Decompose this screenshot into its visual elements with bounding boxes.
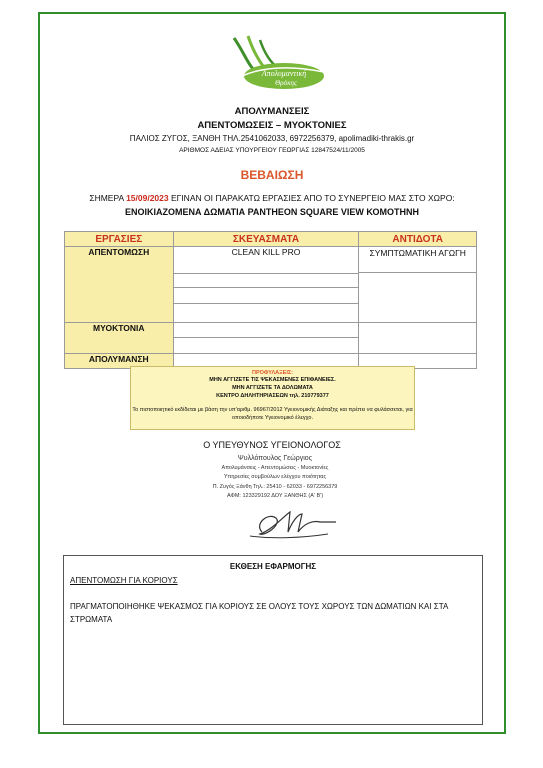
certificate-note: Το πιστοποιητικό εκδίδεται με βάση την υπ'αριθμ. 96967/2012 Υγειονομικής Διάταξης και πρέπει να φυλάσσεται, για οποιοδήποτε Υγειονομικό έλεγχο.	[132, 407, 413, 421]
product-entry	[174, 288, 359, 304]
precaution-line: ΜΗΝ ΑΓΓΙΖΕΤΕ ΤΙΣ ΨΕΚΑΣΜΕΝΕΣ ΕΠΙΦΑΝΕΙΕΣ.	[209, 377, 336, 383]
document-title: ΒΕΒΑΙΩΣΗ	[240, 168, 304, 182]
products-cell	[173, 323, 359, 354]
row-label: ΜΥΟΚΤΟΝΙΑ	[65, 323, 174, 354]
report-title: ΕΚΘΕΣΗ ΕΦΑΡΜΟΓΗΣ	[229, 562, 317, 571]
precaution-line: ΜΗΝ ΑΓΓΙΖΕΤΕ ΤΑ ΔΟΛΩΜΑΤΑ	[232, 385, 313, 391]
stamp-line: Απολυμάνσεις - Απεντομώσεις - Μυοκτονίες	[221, 464, 329, 471]
application-report	[63, 555, 483, 725]
venue-name: ΕΝΟΙΚΙΑΖΟΜΕΝΑ ΔΩΜΑΤΙΑ PANTHEON SQUARE VIEW ΚΟΜΟΤΗΝΗ	[124, 207, 420, 217]
header-products: ΣΚΕΥΑΣΜΑΤΑ	[173, 232, 359, 247]
header-works: ΕΡΓΑΣΙΕΣ	[65, 232, 174, 247]
intro-line	[40, 193, 504, 203]
company-stamp	[200, 454, 350, 502]
product-entry	[174, 274, 359, 288]
row-label: ΑΠΟΛΥΜΑΝΣΗ	[65, 354, 174, 369]
table-row	[65, 323, 477, 354]
antidote-cell	[359, 323, 477, 354]
antidote-entry: ΣΥΜΠΤΩΜΑΤΙΚΗ ΑΓΩΓΗ	[359, 247, 476, 273]
antidote-entry	[359, 323, 476, 352]
company-logo	[214, 32, 332, 96]
header-contact-line: ΠΑΛΙΟΣ ΖΥΓΟΣ, ΞΑΝΘΗ ΤΗΛ.2541062033, 6972256379, apolimadiki-thrakis.gr	[129, 134, 415, 143]
precautions-box	[130, 366, 415, 430]
signature	[232, 506, 342, 542]
report-body: ΠΡΑΓΜΑΤΟΠΟΙΗΘΗΚΕ ΨΕΚΑΣΜΟΣ ΓΙΑ ΚΟΡΙΟΥΣ ΣΕ ΟΛΟΥΣ ΤΟΥΣ ΧΩΡΟΥΣ ΤΩΝ ΔΩΜΑΤΙΩΝ ΚΑΙ ΣΤΑ ΣΤΡΩΜΑΤΑ	[70, 602, 448, 624]
intro-date: 15/09/2023	[126, 193, 169, 203]
header-line-1: ΑΠΟΛΥΜΑΝΣΕΙΣ	[234, 106, 310, 117]
antidote-entry	[359, 273, 476, 319]
stamp-line: Π. Ζυγός Ξάνθη Τηλ.: 25410 - 62033 - 6972256379	[212, 483, 338, 490]
intro-before: ΣΗΜΕΡΑ	[89, 193, 127, 203]
poison-center-line: ΚΕΝΤΡΟ ΔΗΛΗΤΗΡΙΑΣΕΩΝ τηλ. 210779377	[216, 393, 329, 399]
table-row	[65, 247, 477, 323]
row-label: ΑΠΕΝΤΟΜΩΣΗ	[65, 247, 174, 323]
product-entry	[174, 304, 359, 322]
antidote-cell	[359, 247, 477, 323]
intro-after: ΕΓΙΝΑΝ ΟΙ ΠΑΡΑΚΑΤΩ ΕΡΓΑΣΙΕΣ ΑΠΟ ΤΟ ΣΥΝΕΡΓΕΙΟ ΜΑΣ ΣΤΟ ΧΩΡΟ:	[168, 193, 455, 203]
product-entry: CLEAN KILL PRO	[174, 247, 359, 274]
logo-text-line2: Θράκης	[275, 79, 297, 87]
header-line-2: ΑΠΕΝΤΟΜΩΣΕΙΣ – ΜΥΟΚΤΟΝΙΕΣ	[197, 120, 347, 131]
stamp-name: Ψυλλόπουλος Γεώργιος	[237, 455, 313, 462]
responsible-label: Ο ΥΠΕΥΘΥΝΟΣ ΥΓΕΙΟΝΟΛΟΓΟΣ	[203, 440, 341, 450]
product-entry	[174, 338, 359, 353]
table-header-row	[65, 232, 477, 247]
header-license-line: ΑΡΙΘΜΟΣ ΑΔΕΙΑΣ ΥΠΟΥΡΓΕΙΟΥ ΓΕΩΡΓΙΑΣ 12847524/11/2005	[179, 147, 365, 154]
product-entry	[174, 323, 359, 338]
stamp-line: ΑΦΜ: 123329192 ΔΟΥ ΞΑΝΘΗΣ (Α' Β')	[226, 493, 324, 499]
products-cell	[173, 247, 359, 323]
logo-text-line1: Απολυμαντική	[261, 69, 307, 78]
stamp-line: Υπηρεσίες συμβούλων ελέγχου ποιότητας	[223, 474, 327, 480]
precautions-heading: ΠΡΟΦΥΛΑΞΕΙΣ:	[252, 370, 293, 376]
works-table	[64, 231, 477, 369]
header-antidotes: ΑΝΤΙΔΟΤΑ	[359, 232, 477, 247]
report-subtitle: ΑΠΕΝΤΟΜΩΣΗ ΓΙΑ ΚΟΡΙΟΥΣ	[70, 576, 178, 585]
